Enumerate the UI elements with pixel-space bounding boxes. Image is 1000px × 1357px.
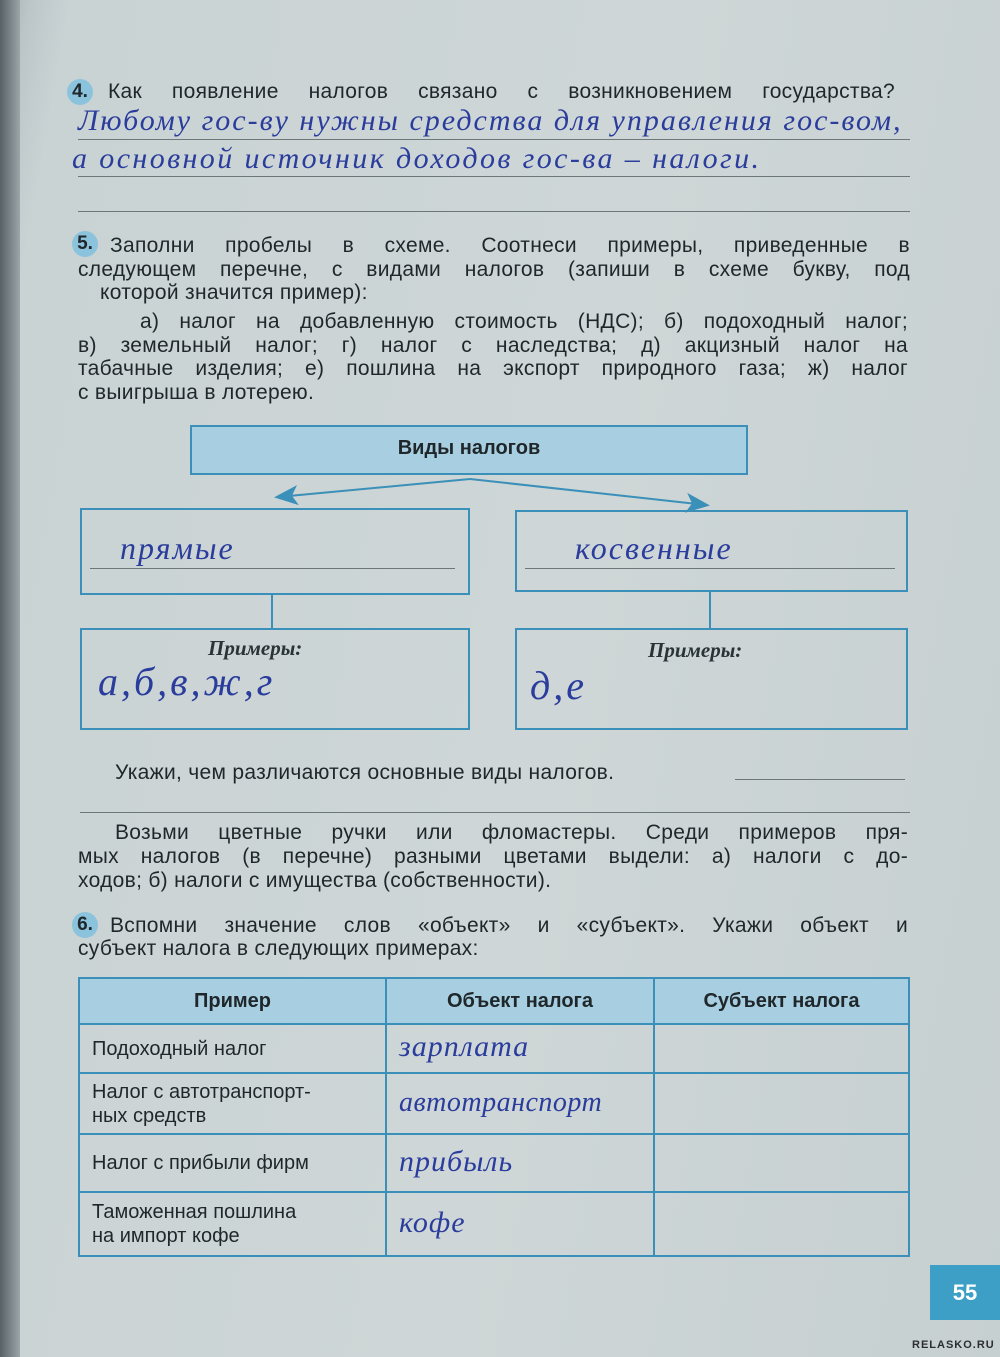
question-5-intro-line-1: Заполни пробелы в схеме. Соотнеси примеры, приведенные в bbox=[110, 234, 910, 257]
example-text: Подоходный налог bbox=[92, 1037, 267, 1060]
direct-taxes-answer: прямые bbox=[120, 530, 235, 566]
header-tax-object: Объект налога bbox=[386, 978, 654, 1024]
question-6-number: 6. bbox=[72, 912, 98, 938]
scheme-title: Виды налогов bbox=[397, 437, 541, 459]
tax-object-answer: зарплата bbox=[399, 1030, 530, 1063]
direct-examples-answer: а,б,в,ж,г bbox=[98, 659, 276, 704]
tax-object-cell bbox=[386, 1073, 654, 1134]
indirect-examples-answer: д,е bbox=[530, 663, 587, 708]
question-4-number: 4. bbox=[67, 79, 93, 105]
arrow-to-indirect-taxes bbox=[470, 479, 706, 505]
tax-object-answer: автотранспорт bbox=[399, 1086, 603, 1118]
question-5-intro-line-3: которой значится пример): bbox=[100, 281, 368, 304]
table-row bbox=[79, 1024, 909, 1073]
table-row bbox=[79, 1134, 909, 1192]
question-5-list-line-3: табачные изделия; е) пошлина на экспорт природного газа; ж) налог bbox=[78, 357, 908, 380]
page-number: 55 bbox=[930, 1265, 1000, 1320]
example-cell bbox=[79, 1024, 386, 1073]
example-text: Налог с прибыли фирм bbox=[92, 1152, 309, 1174]
arrow-to-direct-taxes bbox=[278, 479, 470, 497]
question-4-text: Как появление налогов связано с возникновением государства? bbox=[108, 80, 895, 103]
question-5-list-line-2: в) земельный налог; г) налог с наследства; д) акцизный налог на bbox=[78, 334, 908, 357]
indirect-taxes-answer: косвенные bbox=[575, 530, 733, 566]
watermark: RELASKO.RU bbox=[912, 1339, 995, 1351]
color-task-line-3: ходов; б) налоги с имущества (собственности). bbox=[78, 869, 552, 892]
question-6-intro-line-1: Вспомни значение слов «объект» и «субъект». Укажи объект и bbox=[110, 914, 908, 937]
direct-examples-label: Примеры: bbox=[208, 636, 303, 660]
question-5-intro-line-2: следующем перечне, с видами налогов (запиши в схеме букву, под bbox=[78, 258, 910, 281]
table-row bbox=[79, 1073, 909, 1134]
color-task-line-2: мых налогов (в перечне) разными цветами выдели: а) налоги с до- bbox=[78, 845, 908, 868]
tax-object-cell bbox=[386, 1192, 654, 1256]
differences-rule-2 bbox=[80, 812, 910, 813]
tax-object-answer: прибыль bbox=[399, 1144, 514, 1178]
question-5-number: 5. bbox=[72, 231, 98, 257]
tax-object-cell bbox=[386, 1134, 654, 1192]
question-4-answer-line-1: Любому гос-ву нужны средства для управления гос-вом, bbox=[78, 104, 903, 137]
color-task-line-1: Возьми цветные ручки или фломастеры. Среди примеров пря- bbox=[115, 821, 908, 844]
tax-object-subject-table bbox=[78, 977, 910, 1257]
tax-object-answer: кофе bbox=[399, 1205, 466, 1239]
differences-task: Укажи, чем различаются основные виды налогов. bbox=[115, 761, 615, 784]
direct-taxes-rule bbox=[90, 568, 455, 569]
example-text: Налог с автотранспорт- bbox=[92, 1080, 311, 1103]
example-cell bbox=[79, 1134, 386, 1192]
example-cell bbox=[79, 1192, 386, 1256]
question-4-answer-line-2: а основной источник доходов гос-ва – налоги. bbox=[72, 142, 762, 175]
differences-rule-1 bbox=[735, 779, 905, 780]
header-example: Пример bbox=[79, 978, 386, 1024]
tax-subject-cell bbox=[654, 1134, 909, 1192]
tax-subject-cell bbox=[654, 1073, 909, 1134]
example-text: ных средств bbox=[92, 1104, 207, 1127]
question-6-intro-line-2: субъект налога в следующих примерах: bbox=[78, 937, 479, 960]
table-header-row bbox=[79, 978, 909, 1024]
table-row bbox=[79, 1192, 909, 1256]
question-5-list-line-4: с выигрыша в лотерею. bbox=[78, 381, 315, 404]
example-text: Таможенная пошлина bbox=[92, 1201, 297, 1223]
example-text: на импорт кофе bbox=[92, 1225, 240, 1247]
indirect-taxes-rule bbox=[525, 568, 895, 569]
tax-object-cell bbox=[386, 1024, 654, 1073]
tax-subject-cell bbox=[654, 1192, 909, 1256]
example-cell bbox=[79, 1073, 386, 1134]
header-tax-subject: Субъект налога bbox=[654, 978, 909, 1024]
tax-subject-cell bbox=[654, 1024, 909, 1073]
indirect-examples-label: Примеры: bbox=[648, 638, 743, 662]
question-5-list-line-1: а) налог на добавленную стоимость (НДС); б) подоходный налог; bbox=[140, 310, 908, 333]
